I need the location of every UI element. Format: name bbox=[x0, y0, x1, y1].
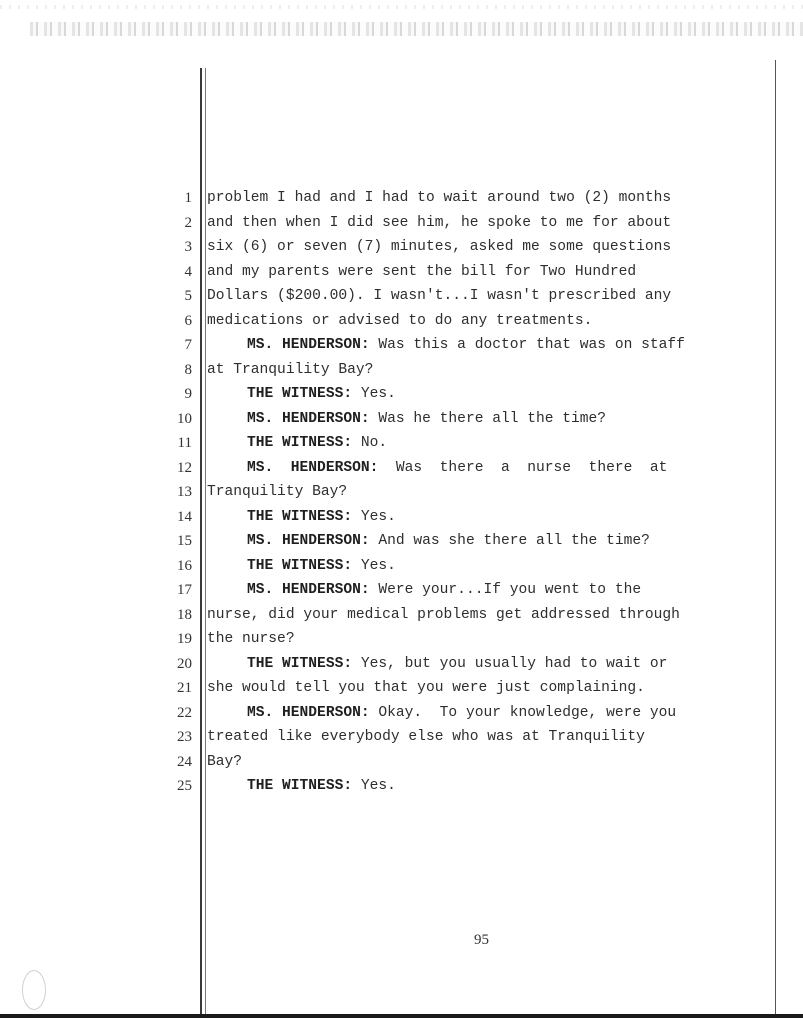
line-content: Was this a doctor that was on staff bbox=[369, 337, 685, 353]
line-text bbox=[207, 186, 777, 210]
line-text bbox=[207, 750, 777, 774]
transcript-line bbox=[150, 235, 780, 260]
transcript-line bbox=[150, 725, 780, 750]
line-text bbox=[207, 211, 777, 235]
punch-hole bbox=[22, 970, 46, 1010]
line-text bbox=[207, 309, 777, 333]
line-content: Yes. bbox=[352, 508, 396, 525]
line-content: and then when I did see him, he spoke to me for about bbox=[207, 214, 672, 231]
transcript-line bbox=[150, 211, 780, 236]
line-content: and my parents were sent the bill for Two Hundred bbox=[207, 263, 637, 280]
transcript-line bbox=[150, 676, 780, 701]
line-content: at Tranquility Bay? bbox=[207, 361, 374, 378]
line-text bbox=[207, 260, 777, 284]
line-content: Bay? bbox=[207, 753, 243, 770]
speaker-label: MS. HENDERSON: bbox=[247, 337, 370, 353]
speaker-label: THE WITNESS: bbox=[247, 435, 353, 451]
line-content: And was she there all the time? bbox=[369, 533, 650, 549]
line-content: Yes. bbox=[352, 557, 396, 574]
speaker-label: THE WITNESS: bbox=[247, 508, 353, 525]
page-number: 95 bbox=[474, 932, 489, 948]
transcript-line bbox=[150, 260, 780, 285]
line-text bbox=[207, 480, 777, 504]
transcript-line bbox=[150, 652, 780, 677]
line-content: Yes. bbox=[352, 386, 396, 402]
line-content: Yes. bbox=[352, 778, 396, 794]
line-content: nurse, did your medical problems get addressed through bbox=[207, 606, 680, 623]
line-content: Tranquility Bay? bbox=[207, 484, 348, 500]
line-content: Was he there all the time? bbox=[369, 410, 607, 427]
speaker-label: MS. HENDERSON: bbox=[247, 582, 370, 598]
transcript-line bbox=[150, 480, 780, 505]
transcript-line bbox=[150, 333, 780, 358]
transcript-body bbox=[150, 186, 780, 799]
line-content: Were your...If you went to the bbox=[369, 582, 642, 598]
line-text bbox=[247, 431, 777, 455]
line-number: 25 bbox=[177, 778, 192, 794]
transcript-line bbox=[150, 578, 780, 603]
line-text bbox=[247, 456, 777, 480]
line-number: 6 bbox=[184, 312, 192, 329]
line-content: treated like everybody else who was at Tranquility bbox=[207, 729, 645, 745]
line-text bbox=[207, 676, 777, 700]
line-number: 10 bbox=[177, 410, 192, 427]
speaker-label: THE WITNESS: bbox=[247, 655, 353, 672]
transcript-line bbox=[150, 186, 780, 211]
line-text bbox=[247, 382, 777, 406]
bottom-edge bbox=[0, 1014, 803, 1018]
line-number: 12 bbox=[177, 459, 192, 476]
speaker-label: MS. HENDERSON: bbox=[247, 704, 370, 721]
line-text bbox=[247, 505, 777, 529]
line-content: the nurse? bbox=[207, 631, 295, 647]
line-text bbox=[247, 701, 777, 725]
line-number: 19 bbox=[177, 631, 192, 647]
line-text bbox=[247, 333, 777, 357]
line-number: 13 bbox=[177, 484, 192, 500]
transcript-line bbox=[150, 554, 780, 579]
speaker-label: THE WITNESS: bbox=[247, 778, 353, 794]
line-number: 21 bbox=[177, 680, 192, 696]
line-content: problem I had and I had to wait around two (2) months bbox=[207, 190, 672, 206]
line-text bbox=[247, 774, 777, 798]
transcript-line bbox=[150, 309, 780, 334]
line-number: 23 bbox=[177, 729, 192, 745]
line-content: Yes, but you usually had to wait or bbox=[352, 655, 668, 672]
line-content: she would tell you that you were just complaining. bbox=[207, 680, 645, 696]
scan-artifact-header bbox=[30, 22, 803, 36]
line-number: 15 bbox=[177, 533, 192, 549]
line-text bbox=[207, 358, 777, 382]
speaker-label: MS. HENDERSON: bbox=[247, 410, 370, 427]
line-number: 7 bbox=[184, 337, 192, 353]
line-content: No. bbox=[352, 435, 388, 451]
transcript-line bbox=[150, 407, 780, 432]
line-number: 16 bbox=[177, 557, 192, 574]
transcript-line bbox=[150, 505, 780, 530]
line-number: 18 bbox=[177, 606, 192, 623]
transcript-line bbox=[150, 529, 780, 554]
line-text bbox=[207, 235, 777, 259]
line-number: 1 bbox=[184, 190, 192, 206]
line-content: Dollars ($200.00). I wasn't...I wasn't prescribed any bbox=[207, 288, 672, 304]
transcript-line bbox=[150, 382, 780, 407]
transcript-line bbox=[150, 456, 780, 481]
line-text bbox=[247, 578, 777, 602]
line-number: 24 bbox=[177, 753, 192, 770]
line-number: 11 bbox=[177, 435, 192, 451]
transcript-line bbox=[150, 774, 780, 799]
transcript-line bbox=[150, 358, 780, 383]
transcript-line bbox=[150, 627, 780, 652]
speaker-label: THE WITNESS: bbox=[247, 386, 353, 402]
speaker-label: MS. HENDERSON: bbox=[247, 459, 379, 476]
line-text bbox=[247, 554, 777, 578]
line-text bbox=[207, 725, 777, 749]
line-content: Okay. To your knowledge, were you bbox=[369, 704, 677, 721]
line-text bbox=[207, 627, 777, 651]
transcript-line bbox=[150, 603, 780, 628]
line-number: 9 bbox=[184, 386, 192, 402]
line-number: 2 bbox=[184, 214, 192, 231]
line-number: 3 bbox=[184, 239, 192, 255]
line-content: Was there a nurse there at bbox=[378, 459, 668, 476]
line-number: 20 bbox=[177, 655, 192, 672]
line-number: 5 bbox=[184, 288, 192, 304]
line-number: 8 bbox=[184, 361, 192, 378]
transcript-line bbox=[150, 284, 780, 309]
transcript-line bbox=[150, 431, 780, 456]
transcript-line bbox=[150, 750, 780, 775]
line-number: 17 bbox=[177, 582, 192, 598]
line-number: 4 bbox=[184, 263, 192, 280]
transcript-line bbox=[150, 701, 780, 726]
line-text bbox=[247, 652, 777, 676]
line-content: six (6) or seven (7) minutes, asked me some questions bbox=[207, 239, 672, 255]
line-number: 22 bbox=[177, 704, 192, 721]
line-text bbox=[207, 603, 777, 627]
line-number: 14 bbox=[177, 508, 192, 525]
line-text bbox=[247, 407, 777, 431]
line-text bbox=[247, 529, 777, 553]
line-content: medications or advised to do any treatments. bbox=[207, 312, 593, 329]
speaker-label: THE WITNESS: bbox=[247, 557, 353, 574]
line-text bbox=[207, 284, 777, 308]
scan-artifact-top bbox=[0, 5, 803, 9]
speaker-label: MS. HENDERSON: bbox=[247, 533, 370, 549]
